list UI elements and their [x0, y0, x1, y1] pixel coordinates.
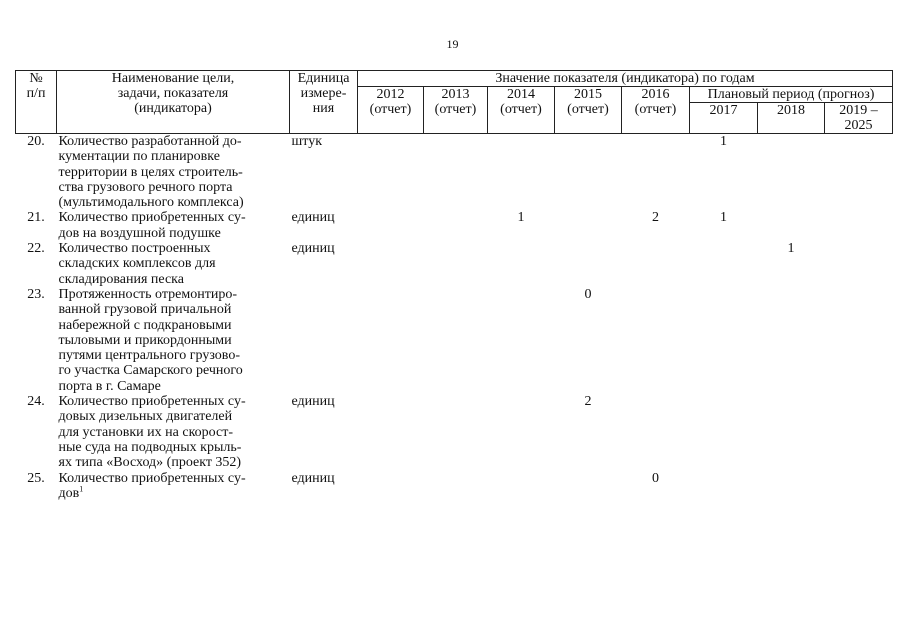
value-cell — [358, 287, 424, 394]
indicators-table — [15, 70, 893, 501]
indicator-name-line: складирования песка — [58, 271, 184, 287]
value-cell: 0 — [584, 286, 592, 302]
table-row — [16, 394, 893, 470]
value-cell — [825, 471, 893, 502]
value-cell — [825, 210, 893, 241]
value-cell — [555, 241, 622, 287]
row-number: 20. — [27, 134, 45, 149]
value-cell — [488, 134, 555, 211]
indicator-name — [57, 394, 290, 470]
unit-cell: единиц — [291, 210, 335, 226]
unit-cell: единиц — [291, 470, 335, 486]
value-cell — [358, 394, 424, 470]
indicator-name-line: Количество приобретенных су- — [58, 470, 246, 486]
table-row — [16, 287, 893, 394]
header-year-2016: 2016 (отчет) — [622, 87, 690, 134]
value-cell: 2 — [652, 210, 659, 226]
footnote-mark: 1 — [79, 484, 84, 494]
value-cell — [825, 134, 893, 211]
header-name: Наименование цели, задачи, показателя (индикатора) — [57, 71, 290, 134]
value-cell — [358, 241, 424, 287]
value-cell — [424, 210, 488, 241]
value-cell — [555, 210, 622, 241]
indicator-name-line: тыловыми и прикордонными — [58, 332, 232, 348]
indicator-name-line: порта в г. Самаре — [58, 378, 161, 394]
unit-cell: единиц — [291, 394, 335, 410]
value-cell — [622, 394, 690, 470]
value-cell — [825, 287, 893, 394]
value-cell — [690, 287, 758, 394]
value-cell — [488, 471, 555, 502]
value-cell — [758, 394, 825, 470]
indicator-name-line: складских комплексов для — [58, 256, 216, 272]
value-cell: 2 — [584, 394, 592, 410]
header-num: № п/п — [16, 71, 57, 134]
indicator-name-line: (мультимодального комплекса) — [58, 195, 244, 211]
header-year-2015: 2015 (отчет) — [555, 87, 622, 134]
value-cell — [622, 241, 690, 287]
header-plan-title: Плановый период (прогноз) — [690, 87, 893, 103]
table-row — [16, 210, 893, 241]
indicator-name-line: набережной с подкрановыми — [58, 317, 232, 333]
value-cell — [358, 134, 424, 211]
indicator-name-line: Протяженность отремонтиро- — [58, 286, 237, 302]
indicator-name — [57, 134, 290, 211]
value-cell — [758, 134, 825, 211]
table-body — [16, 134, 893, 502]
indicator-name-line: ные суда на подводных крыль- — [58, 439, 242, 455]
indicator-name-line: для установки их на скорост- — [58, 424, 234, 440]
row-number: 22. — [27, 241, 45, 257]
indicator-name-line: дов$^1$ — [58, 484, 84, 501]
header-values-title: Значение показателя (индикатора) по годам — [358, 71, 893, 87]
value-cell — [488, 287, 555, 394]
indicator-name — [57, 241, 290, 287]
indicator-name-line: ях типа «Восход» (проект 352) — [58, 455, 242, 471]
row-number: 24. — [27, 394, 45, 410]
header-year-2017: 2017 — [690, 103, 758, 134]
value-cell — [825, 241, 893, 287]
page-number: 19 — [446, 37, 459, 51]
row-number: 25. — [27, 470, 45, 486]
indicator-name-line: го участка Самарского речного — [58, 363, 243, 379]
header-year-2012: 2012 (отчет) — [358, 87, 424, 134]
value-cell — [555, 471, 622, 502]
indicator-name-line: Количество построенных — [58, 241, 211, 257]
header-year-2018: 2018 — [758, 103, 825, 134]
value-cell — [622, 287, 690, 394]
value-cell — [758, 287, 825, 394]
value-cell — [424, 471, 488, 502]
indicator-name-line: путями центрального грузово- — [58, 348, 240, 364]
table-row — [16, 471, 893, 502]
header-year-2019-2025: 2019 – 2025 — [825, 103, 893, 134]
unit-cell: штук — [291, 134, 323, 149]
value-cell — [758, 471, 825, 502]
value-cell — [358, 471, 424, 502]
table-row — [16, 241, 893, 287]
unit-cell: единиц — [291, 241, 335, 257]
indicator-name-line: территории в целях строитель- — [58, 164, 243, 180]
indicator-name-line: довых дизельных двигателей — [58, 409, 233, 425]
value-cell — [488, 394, 555, 470]
indicator-name — [57, 210, 290, 241]
value-cell: 0 — [652, 470, 659, 486]
row-number: 21. — [27, 210, 45, 226]
value-cell — [690, 471, 758, 502]
table-row — [16, 134, 893, 211]
value-cell — [690, 394, 758, 470]
indicator-name-line: Количество разработанной до- — [58, 134, 242, 149]
value-cell — [690, 241, 758, 287]
value-cell — [555, 134, 622, 211]
header-year-2013: 2013 (отчет) — [424, 87, 488, 134]
value-cell — [424, 287, 488, 394]
value-cell — [622, 134, 690, 211]
unit-cell — [290, 287, 358, 394]
header-unit: Единица измере- ния — [290, 71, 358, 134]
indicator-name-line: ства грузового речного порта — [58, 179, 233, 195]
value-cell: 1 — [517, 210, 525, 226]
value-cell — [758, 210, 825, 241]
indicator-name — [57, 471, 290, 502]
value-cell — [358, 210, 424, 241]
value-cell — [424, 134, 488, 211]
value-cell: 1 — [720, 210, 727, 226]
table-header — [16, 71, 893, 134]
indicator-name-line: Количество приобретенных су- — [58, 394, 246, 410]
indicator-name-line: дов на воздушной подушке — [58, 225, 221, 241]
value-cell — [424, 241, 488, 287]
header-year-2014: 2014 (отчет) — [488, 87, 555, 134]
indicator-name — [57, 287, 290, 394]
indicator-name-line: кументации по планировке — [58, 149, 220, 165]
value-cell: 1 — [787, 241, 795, 257]
value-cell — [825, 394, 893, 470]
value-cell: 1 — [720, 134, 727, 149]
value-cell — [488, 241, 555, 287]
row-number: 23. — [27, 286, 45, 302]
value-cell — [424, 394, 488, 470]
indicator-name-line: ванной грузовой причальной — [58, 302, 232, 318]
indicator-name-line: Количество приобретенных су- — [58, 210, 246, 226]
